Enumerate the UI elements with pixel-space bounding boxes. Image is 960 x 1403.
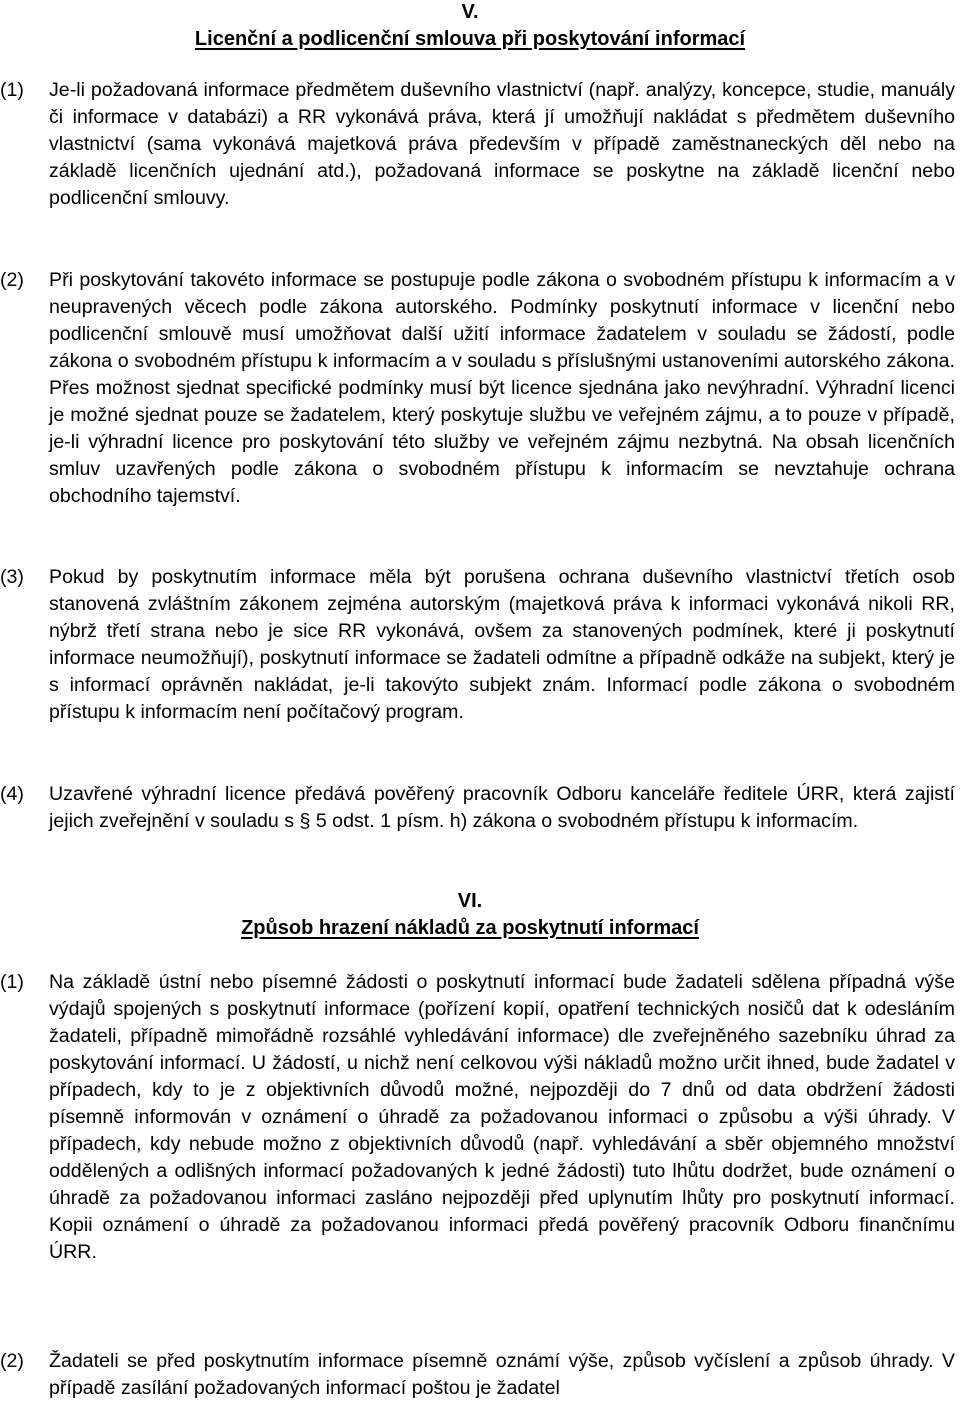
paragraph-number: (1) bbox=[0, 971, 24, 993]
paragraph-text: Pokud by poskytnutím informace měla být porušena ochrana duševního vlastnictví třetích osob stanovená zvláštním zákonem zejména autorským (majetková práva k informaci vykonává nikoli RR, nýbrž třetí strana nebo je sice RR vykonává, ovšem za stanovených podmínek, které ji poskytnutí informace neumožňují), poskytnutí informace se žadateli odmítne a případně odkáže na subjekt, který je s informací oprávněn nakládat, je-li takovýto subjekt znám. Informací podle zákona o svobodném přístupu k informacím není počítačový program. bbox=[49, 566, 955, 723]
section-vi-title: Způsob hrazení nákladů za poskytnutí informací bbox=[241, 917, 699, 939]
section-v-paragraph-1 bbox=[0, 77, 955, 212]
section-v-paragraph-4 bbox=[0, 781, 955, 835]
paragraph-text: Žadateli se před poskytnutím informace písemně oznámí výše, způsob vyčíslení a způsob úhrady. V případě zasílání požadovaných informací poštou je žadatel bbox=[49, 1350, 955, 1399]
paragraph-text: Uzavřené výhradní licence předává pověřený pracovník Odboru kanceláře ředitele ÚRR, která zajistí jejich zveřejnění v souladu s § 5 odst. 1 písm. h) zákona o svobodném přístupu k informacím. bbox=[49, 783, 955, 832]
section-v-paragraph-3 bbox=[0, 564, 955, 726]
paragraph-text: Je-li požadovaná informace předmětem duševního vlastnictví (např. analýzy, koncepce, studie, manuály či informace v databázi) a RR vykonává práva, která jí umožňují nakládat s předmětem duševního vlastnictví (sama vykonává majetková práva především v případě zaměstnaneckých děl nebo na základě licenčních ujednání atd.), požadovaná informace se poskytne na základě licenční nebo podlicenční smlouvy. bbox=[49, 79, 955, 209]
paragraph-number: (2) bbox=[0, 269, 24, 291]
section-vi-paragraph-1 bbox=[0, 969, 955, 1266]
paragraph-text: Při poskytování takovéto informace se postupuje podle zákona o svobodném přístupu k informacím a v neupravených věcech podle zákona autorského. Podmínky poskytnutí informace v licenční nebo podlicenční smlouvě musí umožňovat další užití informace žadatelem v souladu se žádostí, podle zákona o svobodném přístupu k informacím a v souladu s příslušnými ustanoveními autorského zákona. Přes možnost sjednat specifické podmínky musí být licence sjednána jako nevýhradní. Výhradní licenci je možné sjednat pouze se žadatelem, který poskytuje službu ve veřejném zájmu, a to pouze v případě, je-li výhradní licence pro poskytování této služby ve veřejném zájmu nezbytná. Na obsah licenčních smluv uzavřených podle zákona o svobodném přístupu k informacím se nevztahuje ochrana obchodního tajemství. bbox=[49, 269, 955, 507]
paragraph-number: (4) bbox=[0, 783, 24, 805]
section-v-paragraph-2 bbox=[0, 267, 955, 510]
section-vi-number: VI. bbox=[457, 890, 483, 912]
section-vi-paragraph-2 bbox=[0, 1348, 955, 1402]
section-v-title: Licenční a podlicenční smlouva při poskytování informací bbox=[194, 28, 746, 50]
paragraph-number: (3) bbox=[0, 566, 24, 588]
paragraph-text: Na základě ústní nebo písemné žádosti o poskytnutí informací bude žadateli sdělena případná výše výdajů spojených s poskytnutí informace (pořízení kopií, opatření technických nosičů dat k odesláním žadateli, případně mimořádně rozsáhlé vyhledávání informace) dle zveřejněného sazebníku úhrad za poskytování informací. U žádostí, u nichž není celkovou výši nákladů možno určit ihned, bude žadatel v případech, kdy to je z objektivních důvodů možné, nejpozději do 7 dnů od data obdržení žádosti písemně informován v oznámení o úhradě za požadovanou informaci o způsobu a výši úhrady. V případech, kdy nebude možno z objektivních důvodů (např. vyhledávání a sběr objemného množství oddělených a odlišných informací požadovaných k jedné žádosti) tuto lhůtu dodržet, bude oznámení o úhradě za požadovanou informaci zasláno nejpozději před uplynutím lhůty pro poskytnutí informací. Kopii oznámení o úhradě za požadovanou informaci předá pověřený pracovník Odboru finančnímu ÚRR. bbox=[49, 971, 955, 1263]
section-v-number: V. bbox=[461, 1, 479, 23]
paragraph-number: (2) bbox=[0, 1350, 24, 1372]
paragraph-number: (1) bbox=[0, 79, 24, 101]
